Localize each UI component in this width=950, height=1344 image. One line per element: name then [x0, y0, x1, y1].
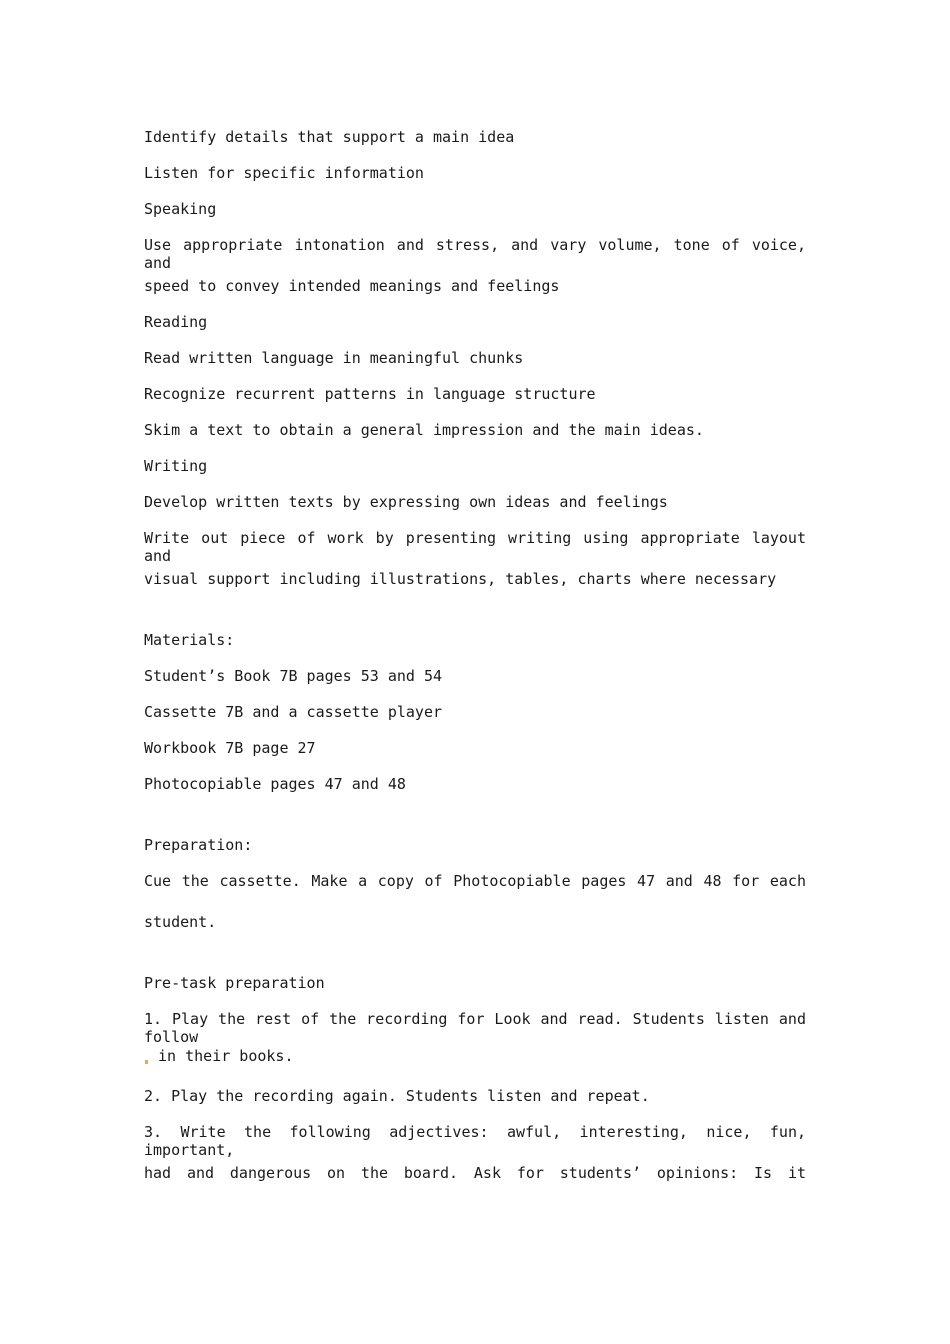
- step-text: [144, 1047, 294, 1065]
- objective-line: Listen for specific information: [144, 164, 424, 182]
- objective-line: Recognize recurrent patterns in language structure: [144, 385, 596, 403]
- materials-item: Student’s Book 7B pages 53 and 54: [144, 667, 443, 685]
- section-heading-preparation: Preparation:: [144, 836, 253, 854]
- section-heading-speaking: Speaking: [144, 200, 217, 218]
- step-text: 2. Play the recording again. Students listen and repeat.: [144, 1087, 650, 1105]
- materials-item: Cassette 7B and a cassette player: [144, 703, 443, 721]
- objective-line: Use appropriate intonation and stress, and vary volume, tone of voice, and: [144, 236, 806, 272]
- step-text: 3. Write the following adjectives: awful, interesting, nice, fun, important,: [144, 1123, 806, 1159]
- section-heading-materials: Materials:: [144, 631, 235, 649]
- objective-line: Skim a text to obtain a general impression and the main ideas.: [144, 421, 704, 439]
- section-heading-writing: Writing: [144, 457, 208, 475]
- preparation-text: Cue the cassette. Make a copy of Photocopiable pages 47 and 48 for each: [144, 872, 806, 890]
- step-text: had and dangerous on the board. Ask for students’ opinions: Is it: [144, 1164, 806, 1182]
- step-text-continued: in their books.: [158, 1047, 294, 1065]
- highlight-mark: [145, 1060, 148, 1064]
- materials-item: Workbook 7B page 27: [144, 739, 316, 757]
- preparation-text: student.: [144, 913, 217, 931]
- section-heading-pre-task: Pre-task preparation: [144, 974, 325, 992]
- objective-line: visual support including illustrations, tables, charts where necessary: [144, 570, 777, 588]
- objective-line: speed to convey intended meanings and feelings: [144, 277, 560, 295]
- objective-line: Develop written texts by expressing own ideas and feelings: [144, 493, 668, 511]
- section-heading-reading: Reading: [144, 313, 208, 331]
- objective-line: Read written language in meaningful chunks: [144, 349, 524, 367]
- materials-item: Photocopiable pages 47 and 48: [144, 775, 406, 793]
- objective-line: Identify details that support a main idea: [144, 128, 515, 146]
- objective-line: Write out piece of work by presenting writing using appropriate layout and: [144, 529, 806, 565]
- step-text: 1. Play the rest of the recording for Look and read. Students listen and follow: [144, 1010, 806, 1046]
